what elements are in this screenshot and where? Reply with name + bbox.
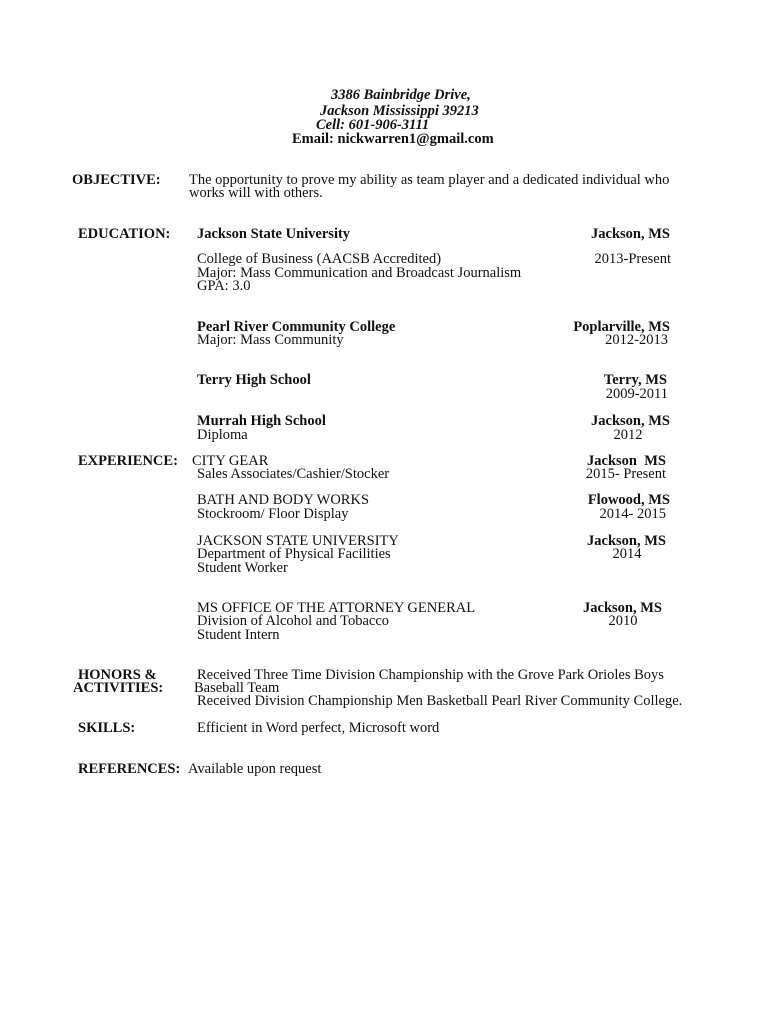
school-dates: 2012 <box>613 427 643 443</box>
address-line-1: 3386 Bainbridge Drive, <box>331 87 471 103</box>
honor-line-1: Received Three Time Division Championship with the Grove Park Orioles Boys <box>197 667 664 683</box>
job-detail: Student Worker <box>197 560 288 576</box>
cell-phone: Cell: 601-906-3111 <box>316 117 430 133</box>
job-detail: Sales Associates/Cashier/Stocker <box>197 466 390 482</box>
school-dates: 2009-2011 <box>605 386 668 402</box>
job-location: Jackson, MS <box>587 533 666 549</box>
job-dates: 2010 <box>608 613 638 629</box>
references-text: Available upon request <box>188 761 322 777</box>
job-detail: Department of Physical Facilities <box>197 546 391 562</box>
job-location: Flowood, MS <box>587 492 670 508</box>
objective-line-2: works will with others. <box>189 185 323 201</box>
honors-label: HONORS & <box>78 667 157 683</box>
school-name: Murrah High School <box>197 413 326 429</box>
job-detail: Stockroom/ Floor Display <box>197 506 349 522</box>
education-label: EDUCATION: <box>78 226 171 242</box>
school-location: Terry, MS <box>603 372 667 388</box>
school-name: Terry High School <box>197 372 311 388</box>
job-detail: Division of Alcohol and Tobacco <box>197 613 390 629</box>
job-dates: 2015- Present <box>585 466 666 482</box>
school-dates: 2012-2013 <box>605 332 668 348</box>
job-detail: Student Intern <box>197 627 280 643</box>
school-location: Poplarville, MS <box>573 319 670 335</box>
job-location: Jackson, MS <box>583 600 662 616</box>
job-location: Jackson MS <box>587 453 666 469</box>
school-location: Jackson, MS <box>591 413 670 429</box>
school-name: Jackson State University <box>197 226 351 242</box>
school-detail: Diploma <box>197 427 248 443</box>
job-employer: JACKSON STATE UNIVERSITY <box>197 533 399 549</box>
school-location: Jackson, MS <box>591 226 670 242</box>
honor-line-3: Received Division Championship Men Basketball Pearl River Community College. <box>197 693 683 709</box>
activities-label: ACTIVITIES: <box>73 680 164 696</box>
job-employer: CITY GEAR <box>192 453 269 469</box>
school-detail: College of Business (AACSB Accredited) <box>197 251 442 267</box>
job-dates: 2014 <box>612 546 642 562</box>
skills-text: Efficient in Word perfect, Microsoft word <box>197 720 440 736</box>
address-line-2: Jackson Mississippi 39213 <box>320 103 479 119</box>
school-name: Pearl River Community College <box>197 319 396 335</box>
school-detail: Major: Mass Community <box>197 332 344 348</box>
job-employer: MS OFFICE OF THE ATTORNEY GENERAL <box>197 600 476 616</box>
honor-line-2: Baseball Team <box>194 680 280 696</box>
job-dates: 2014- 2015 <box>599 506 666 522</box>
references-label: REFERENCES: <box>78 761 181 777</box>
objective-label: OBJECTIVE: <box>72 172 161 188</box>
email: Email: nickwarren1@gmail.com <box>292 131 494 147</box>
school-detail: Major: Mass Communication and Broadcast Journalism <box>197 265 522 281</box>
skills-label: SKILLS: <box>78 720 136 736</box>
school-dates: 2013-Present <box>594 251 671 267</box>
school-detail: GPA: 3.0 <box>197 278 251 294</box>
job-employer: BATH AND BODY WORKS <box>197 492 370 508</box>
experience-label: EXPERIENCE: <box>78 453 178 469</box>
objective-line-1: The opportunity to prove my ability as team player and a dedicated individual who <box>189 172 670 188</box>
